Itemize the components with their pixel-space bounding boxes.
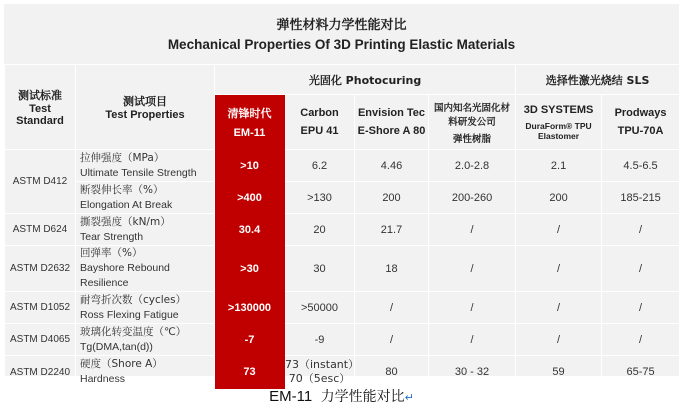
value-cell: 200: [355, 182, 429, 214]
row-property: 断裂伸长率（%） Elongation At Break: [76, 182, 215, 214]
header-standard: 测试标准 Test Standard: [5, 65, 76, 150]
value-cell: /: [355, 324, 429, 356]
table-row: [5, 246, 680, 292]
row-standard: ASTM D2632: [5, 246, 76, 292]
value-cell: /: [516, 292, 602, 324]
row-standard: ASTM D624: [5, 214, 76, 246]
material-header-prodways: Prodways TPU-70A: [602, 95, 680, 150]
row-standard: ASTM D412: [5, 150, 76, 214]
material-header-3dsystems: 3D SYSTEMS DuraForm® TPU Elastomer: [516, 95, 602, 150]
value-cell: 73（instant） 70（5esc）: [285, 356, 355, 389]
figure-caption: EM-11 力学性能对比↵: [269, 388, 414, 405]
value-cell: 4.5-6.5: [602, 150, 680, 182]
table-row: [5, 150, 680, 182]
value-cell: 2.1: [516, 150, 602, 182]
value-cell: 200-260: [429, 182, 516, 214]
value-cell: 4.46: [355, 150, 429, 182]
header-photocuring: 光固化 Photocuring: [215, 65, 516, 95]
value-cell: 6.2: [285, 150, 355, 182]
value-cell: 59: [516, 356, 602, 389]
material-header-domestic: 国内知名光固化材料研发公司 弹性树脂: [429, 95, 516, 150]
value-cell: /: [429, 324, 516, 356]
table-title-english: Mechanical Properties Of 3D Printing Elastic Materials: [167, 37, 516, 52]
value-cell: >50000: [285, 292, 355, 324]
material-header-envisiontec: Envision Tec E-Shore A 80: [355, 95, 429, 150]
table-row: [5, 182, 680, 214]
value-cell: 65-75: [602, 356, 680, 389]
row-standard: ASTM D1052: [5, 292, 76, 324]
paragraph-mark-icon: ↵: [404, 392, 414, 404]
header-properties: 测试项目 Test Properties: [76, 65, 215, 150]
value-cell: /: [516, 324, 602, 356]
value-cell-em11: >30: [215, 246, 285, 292]
value-cell-em11: >130000: [215, 292, 285, 324]
value-cell-em11: >400: [215, 182, 285, 214]
value-cell: /: [355, 292, 429, 324]
value-cell: /: [516, 246, 602, 292]
header-sls: 选择性激光烧结 SLS: [516, 65, 680, 95]
value-cell: 20: [285, 214, 355, 246]
value-cell: 30: [285, 246, 355, 292]
table-title-chinese: 弹性材料力学性能对比: [276, 18, 407, 33]
value-cell: 185-215: [602, 182, 680, 214]
row-standard: ASTM D4065: [5, 324, 76, 356]
value-cell: 21.7: [355, 214, 429, 246]
value-cell: /: [429, 246, 516, 292]
value-cell: /: [602, 214, 680, 246]
value-cell: 200: [516, 182, 602, 214]
value-cell: 80: [355, 356, 429, 389]
row-property: 硬度（Shore A） Hardness: [76, 356, 215, 389]
value-cell-em11: >10: [215, 150, 285, 182]
table-row: [5, 292, 680, 324]
value-cell: /: [602, 324, 680, 356]
material-header-em11: 清锋时代 EM-11: [215, 95, 285, 150]
row-property: 玻璃化转变温度（℃） Tg(DMA,tan(d)): [76, 324, 215, 356]
value-cell: /: [602, 292, 680, 324]
value-cell-em11: 30.4: [215, 214, 285, 246]
row-standard: ASTM D2240: [5, 356, 76, 389]
value-cell: 30 - 32: [429, 356, 516, 389]
value-cell: -9: [285, 324, 355, 356]
table-row: [5, 214, 680, 246]
row-property: 撕裂强度（kN/m） Tear Strength: [76, 214, 215, 246]
value-cell: /: [429, 214, 516, 246]
value-cell: /: [429, 292, 516, 324]
row-property: 耐弯折次数（cycles） Ross Flexing Fatigue: [76, 292, 215, 324]
value-cell-em11: 73: [215, 356, 285, 389]
value-cell: 2.0-2.8: [429, 150, 516, 182]
value-cell-em11: -7: [215, 324, 285, 356]
table-row: [5, 324, 680, 356]
value-cell: 18: [355, 246, 429, 292]
material-header-carbon: Carbon EPU 41: [285, 95, 355, 150]
row-property: 回弹率（%） Bayshore Rebound Resilience: [76, 246, 215, 292]
value-cell: /: [516, 214, 602, 246]
value-cell: /: [602, 246, 680, 292]
value-cell: >130: [285, 182, 355, 214]
row-property: 拉伸强度（MPa） Ultimate Tensile Strength: [76, 150, 215, 182]
comparison-table: [4, 64, 680, 389]
table-row: [5, 356, 680, 389]
